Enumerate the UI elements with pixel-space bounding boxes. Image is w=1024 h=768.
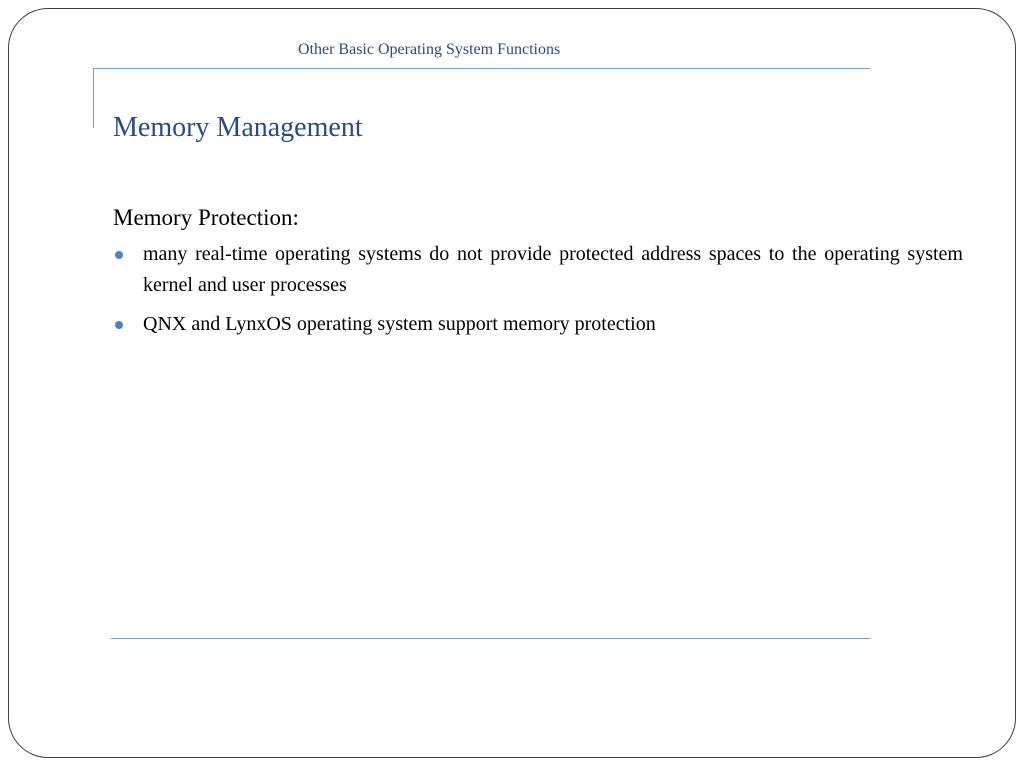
bullet-text: many real-time operating systems do not provide protected address spaces to the operating system kernel and user processes (143, 243, 963, 296)
footer-rule (111, 638, 870, 639)
bullet-item (113, 239, 963, 301)
header-rule (93, 68, 870, 69)
bullet-list (113, 239, 963, 340)
bullet-dot-icon (115, 251, 123, 259)
header-tick (93, 68, 94, 128)
slide-content (113, 203, 963, 348)
bullet-dot-icon (115, 321, 123, 329)
section-heading: Memory Protection: (113, 205, 299, 230)
bullet-text: QNX and LynxOS operating system support memory protection (143, 313, 656, 335)
bullet-item (113, 309, 963, 340)
slide-title: Memory Management (113, 112, 363, 143)
header-title: Other Basic Operating System Functions (298, 41, 561, 58)
